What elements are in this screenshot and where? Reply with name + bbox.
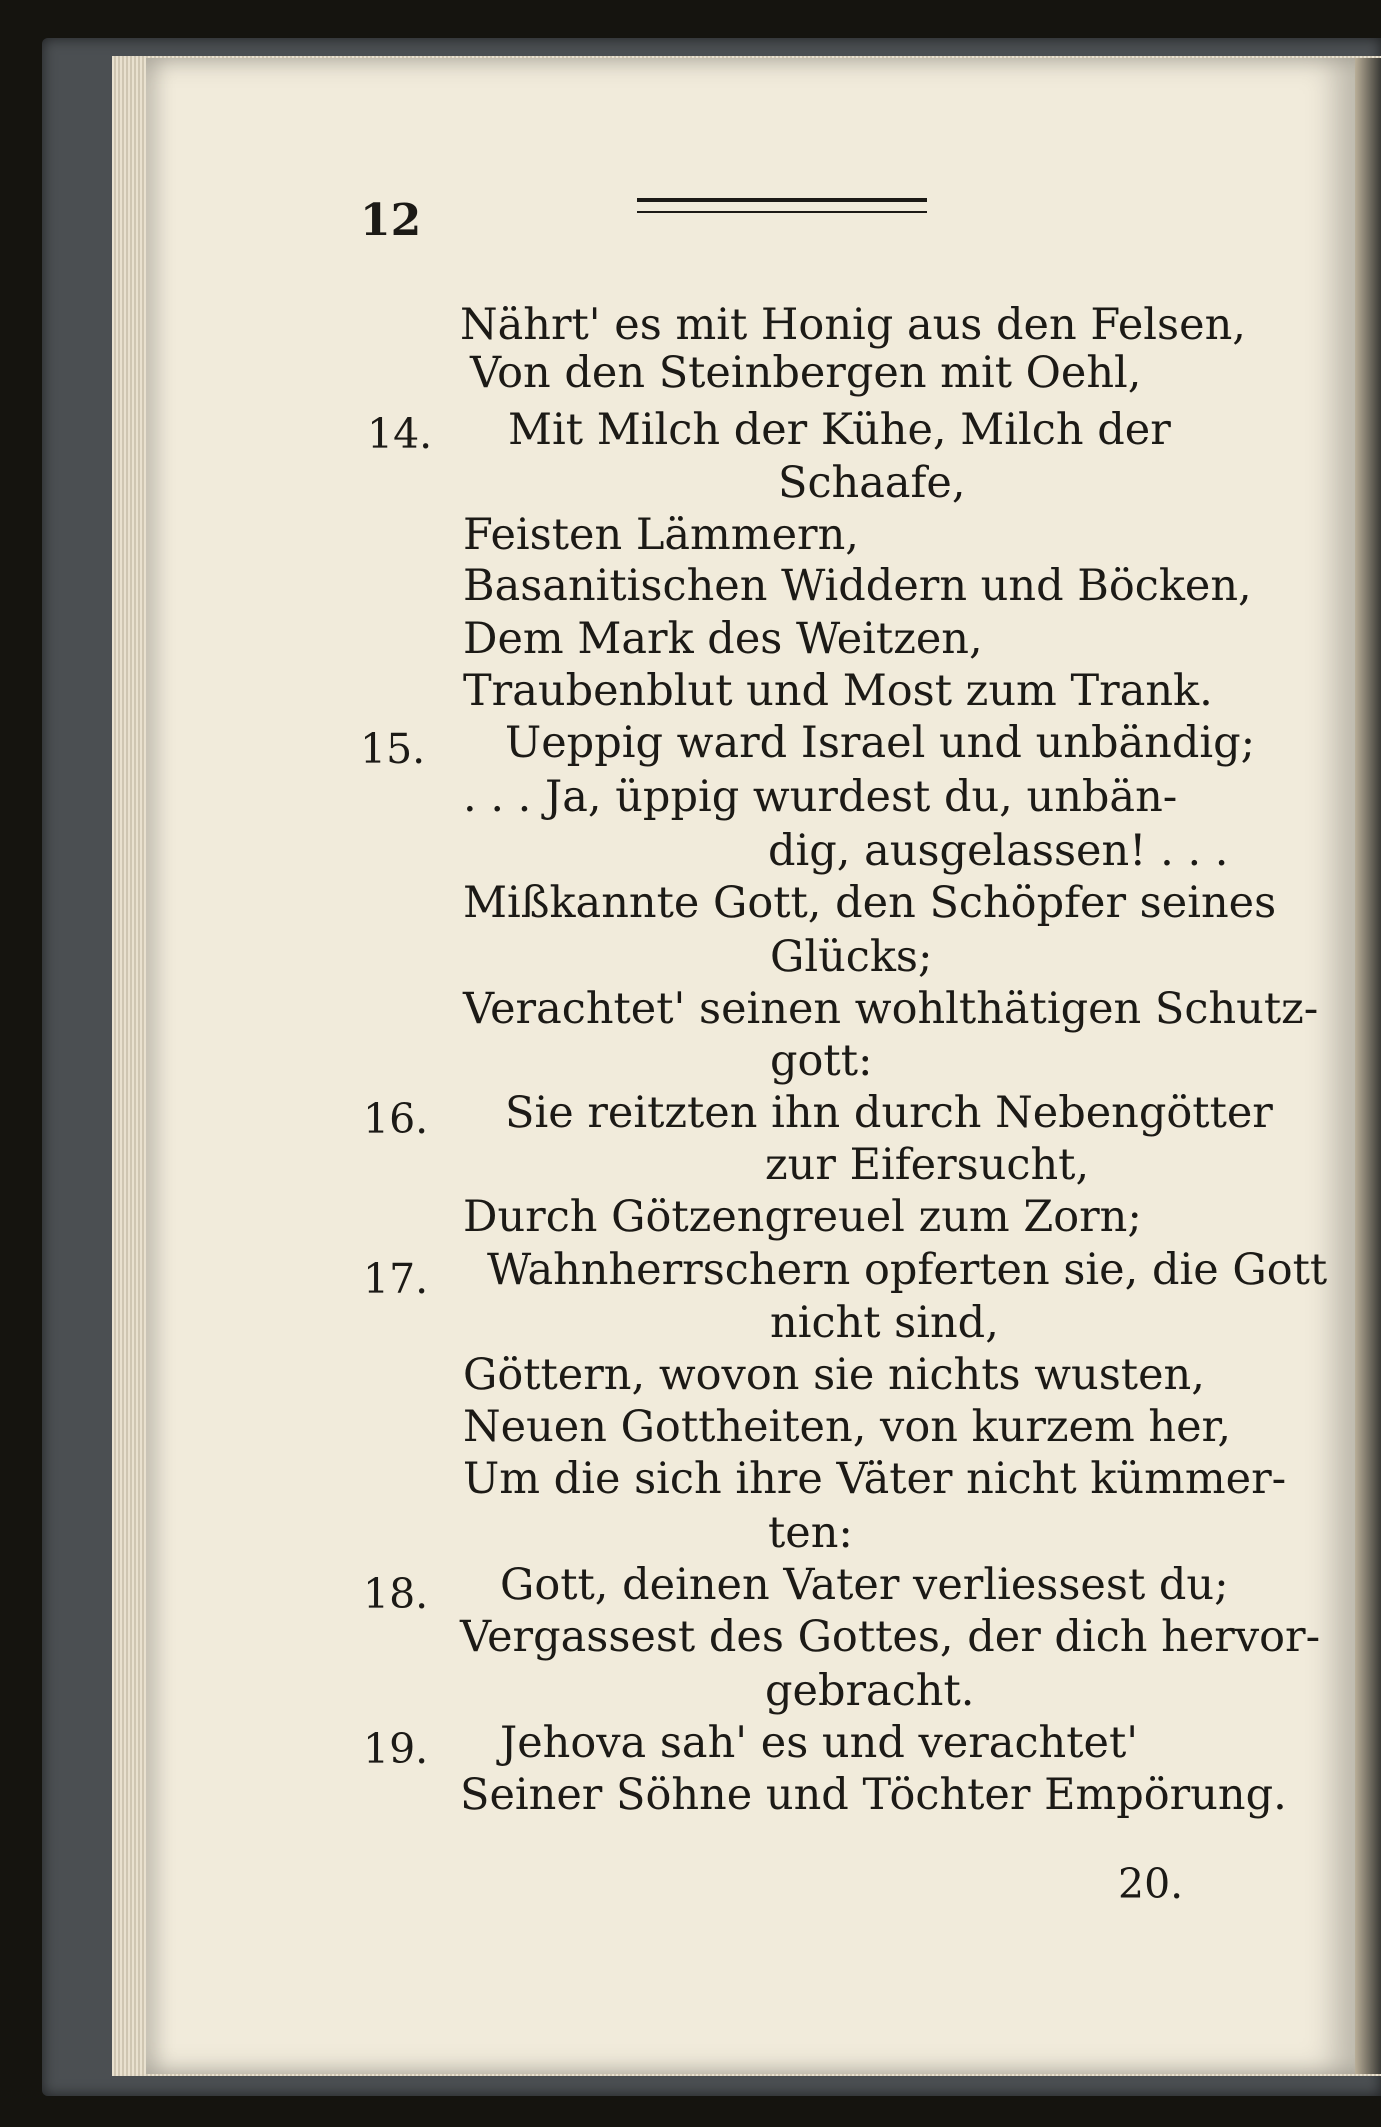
verse-line: gott: <box>770 1036 873 1086</box>
verse-line: Nährt' es mit Honig aus den Felsen, <box>460 300 1246 350</box>
verse-line: Von den Steinbergen mit Oehl, <box>470 348 1142 398</box>
verse-line: Feisten Lämmern, <box>463 510 859 560</box>
verse-line: Verachtet' seinen wohlthätigen Schutz- <box>463 984 1319 1034</box>
verse-line: dig, ausgelassen! . . . <box>768 826 1229 876</box>
verse-line: Glücks; <box>770 932 933 982</box>
verse-line: Vergassest des Gottes, der dich hervor- <box>460 1612 1321 1662</box>
verse-line: . . . Ja, üppig wurdest du, unbän- <box>463 772 1178 822</box>
verse-line: Mißkannte Gott, den Schöpfer seines <box>463 878 1277 928</box>
page-number: 12 <box>360 195 422 246</box>
verse-line: Gott, deinen Vater verliessest du; <box>500 1560 1229 1610</box>
verse-line: Schaafe, <box>778 458 966 508</box>
verse-line: Basanitischen Widdern und Böcken, <box>463 561 1252 611</box>
verse-line: Wahnherrschern opferten sie, die Gott <box>487 1245 1328 1295</box>
verse-line: Traubenblut und Most zum Trank. <box>463 666 1213 716</box>
verse-line: Ueppig ward Israel und unbändig; <box>505 718 1256 768</box>
catchword: 20. <box>1118 1860 1184 1908</box>
verse-line: Jehova sah' es und verachtet' <box>500 1718 1139 1768</box>
verse-line: Um die sich ihre Väter nicht kümmer- <box>463 1454 1287 1504</box>
verse-number: 18. <box>363 1570 429 1618</box>
header-rule <box>637 198 927 213</box>
verse-line: Dem Mark des Weitzen, <box>463 614 983 664</box>
verse-line: zur Eifersucht, <box>765 1140 1090 1190</box>
verse-line: ten: <box>768 1508 853 1558</box>
verse-line: Mit Milch der Kühe, Milch der <box>508 405 1171 455</box>
verse-line: gebracht. <box>765 1666 975 1716</box>
verse-number: 14. <box>367 410 433 458</box>
verse-number: 15. <box>360 725 426 773</box>
verse-line: Durch Götzengreuel zum Zorn; <box>463 1192 1142 1242</box>
verse-line: Neuen Gottheiten, von kurzem her, <box>463 1402 1232 1452</box>
verse-line: nicht sind, <box>770 1298 999 1348</box>
page-gutter-shadow <box>1355 58 1381 2074</box>
verse-number: 17. <box>363 1255 429 1303</box>
verse-number: 19. <box>363 1725 429 1773</box>
verse-line: Sie reitzten ihn durch Nebengötter <box>505 1088 1273 1138</box>
verse-number: 16. <box>363 1095 429 1143</box>
verse-line: Seiner Söhne und Töchter Empörung. <box>460 1770 1287 1820</box>
verse-line: Göttern, wovon sie nichts wusten, <box>463 1350 1205 1400</box>
